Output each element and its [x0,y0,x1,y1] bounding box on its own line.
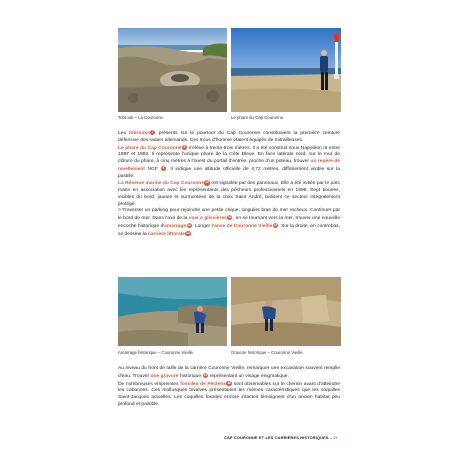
amarrage-image [118,277,227,346]
page-number: 27 [333,435,338,440]
marker-8: 8 [183,144,186,149]
photo-tobrouk [118,28,227,112]
marker-12: 12 [187,222,192,227]
term-amarrage: amarrage [164,223,187,229]
marker-13: 13 [273,222,278,227]
term-tobrouks: tobrouks [128,131,150,136]
page-footer [224,435,338,440]
paragraph-phare: Le phare du Cap Couronne 8 s'élève à trente-trois mètres. Il a été construit sous Napoléon III entre 1887 et 1892. Il représente l'unique phare de la Côte Bleue. En face latérale nord, sur le mur de clôture du phare, à cinq mètres à l'ouest du portail d'entrée, proche d'un poteau, trouver un repère de nivellement NGF 9 . Il indique une altitude officielle de 4,72 mètres, difficilement visible sur la pastille. [118,144,341,179]
term-pectens: fossiles de Pectens [180,381,227,387]
photo-phare [231,28,341,112]
term-phare: Le phare du Cap Couronne [118,145,182,151]
term-gravure: une gravure [150,373,179,379]
paragraph-pectens: De nombreuses empreintes fossiles de Pectens16 sont observables sur le chemin avant d'atteindre les cabanons. Ces mollusques bivalves présentaient les mêmes caractéristiques que les coquilles Saint-Jacques actuelles. Les coquilles fossiles encore intactes témoignent d'un ancien habitat peu profond et paisible. [118,380,340,407]
text-block-2 [118,366,340,409]
marker-14: 14 [185,230,190,235]
lighthouse-image [231,28,341,112]
marker-9: 9 [162,165,165,170]
photo-amarrage [118,277,227,346]
caption-amarrage: Amarrage historique – Couronne Vieille. [118,350,195,355]
marker-11: 11 [227,215,232,219]
term-reserve: La Réserve marine du Cap Couronne [118,181,205,187]
caption-phare: Le phare du Cap Couronne. [231,115,285,120]
marker-16: 16 [227,380,231,385]
marker-7: 7 [151,130,154,134]
footer-label: CAP COURONNE ET LES CARRIÈRES HISTORIQUES – [223,435,333,440]
paragraph-gravure: Au niveau du front de taille de la carrière Couronne Vieille, remarquer une excavation souvent remplie d'eau. Trouver une gravure historique 15 représentant un visage énigmatique. [118,366,340,379]
marker-10: 10 [205,180,209,185]
term-repere: un repère de nivellement [118,159,341,172]
term-voie: voie à glissières [188,216,227,221]
paragraph-tobrouks: Les tobrouks 7 présents sur le pourtour du Cap Couronne constituaient la première ceinture défensive des radars allemands. Ces trous d'homme étaient équipés de mitrailleuses. [118,130,341,143]
text-block-1 [118,130,340,238]
term-carriere: carrière littorale [147,231,185,237]
caption-tobrouk: Tobrouk – La Couronne. [118,115,165,120]
marker-15: 15 [203,372,208,377]
caption-gravure: Gravure historique – Couronne Vieille. [231,350,304,355]
gravure-image [231,277,341,346]
tobrouk-image [118,28,227,112]
paragraph-reserve: La Réserve marine du Cap Couronne10 est signalée par des panneaux. Elle a été initiée par le parc marin en association avec les représentants des pêcheurs professionnels en 1996. Sept bouées, visibles du bord, jaunes et surmontées de la croix Saint André, balisent ce secteur intégralement protégé. [118,180,340,207]
photo-gravure [231,277,341,346]
paragraph-itinerary: > Traverser un parking pour rejoindre une petite crique, singulier bras de mer rocheux. Continuer par le bord de mer. Dans l'axe de la voie à glissières11, en se tournant vers la mer, trouver une nouvelle encoche historique d'amarrage12. Longer l'anse de Couronne Vieille13. Sur la droite, en contrebas, se dessine la carrière littorale14. [118,208,340,237]
term-anse: l'anse de Couronne Vieille [211,223,273,229]
